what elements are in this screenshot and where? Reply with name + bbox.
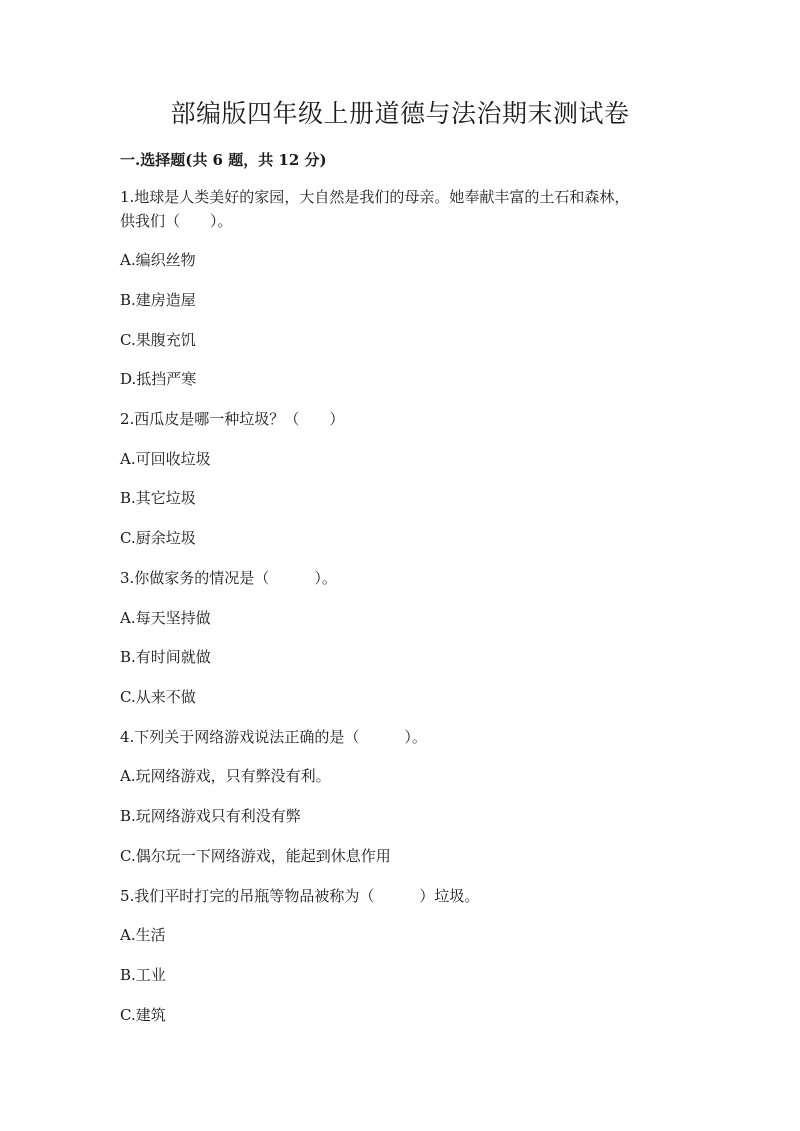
question-1-option-d: D.抵挡严寒 bbox=[120, 370, 197, 388]
question-3-stem: 3.你做家务的情况是（ ）。 bbox=[120, 569, 337, 587]
question-2-option-b: B.其它垃圾 bbox=[120, 489, 196, 507]
question-4-stem: 4.下列关于网络游戏说法正确的是（ ）。 bbox=[120, 728, 427, 746]
question-1-stem bbox=[120, 185, 680, 233]
question-4-option-c: C.偶尔玩一下网络游戏，能起到休息作用 bbox=[120, 847, 391, 865]
question-3-option-b: B.有时间就做 bbox=[120, 648, 211, 666]
question-5-stem: 5.我们平时打完的吊瓶等物品被称为（ ）垃圾。 bbox=[120, 887, 480, 905]
question-5-option-a: A.生活 bbox=[120, 926, 166, 944]
question-1-stem-line-1: 1.地球是人类美好的家园，大自然是我们的母亲。她奉献丰富的土石和森林， bbox=[120, 188, 630, 206]
question-1-stem-line-2: 供我们（ ）。 bbox=[120, 212, 233, 230]
question-1-option-c: C.果腹充饥 bbox=[120, 331, 196, 349]
question-2-option-a: A.可回收垃圾 bbox=[120, 450, 211, 468]
question-3-option-a: A.每天坚持做 bbox=[120, 609, 211, 627]
question-4-option-a: A.玩网络游戏，只有弊没有利。 bbox=[120, 767, 331, 785]
page-title: 部编版四年级上册道德与法治期末测试卷 bbox=[170, 99, 630, 128]
section-heading: 一.选择题(共 6 题，共 12 分) bbox=[120, 151, 327, 169]
question-4-option-b: B.玩网络游戏只有利没有弊 bbox=[120, 807, 301, 825]
question-1-option-a: A.编织丝物 bbox=[120, 251, 196, 269]
question-2-stem: 2.西瓜皮是哪一种垃圾？（ ） bbox=[120, 410, 345, 428]
question-1-option-b: B.建房造屋 bbox=[120, 291, 196, 309]
question-5-option-c: C.建筑 bbox=[120, 1006, 166, 1024]
question-5-option-b: B.工业 bbox=[120, 966, 166, 984]
question-2-option-c: C.厨余垃圾 bbox=[120, 529, 196, 547]
question-3-option-c: C.从来不做 bbox=[120, 688, 196, 706]
